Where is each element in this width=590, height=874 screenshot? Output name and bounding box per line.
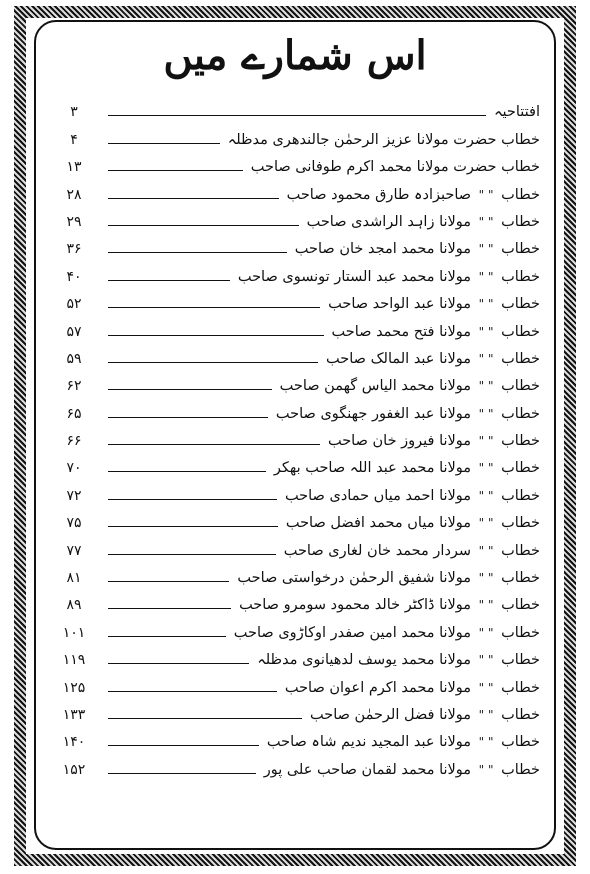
toc-entry (52, 616, 540, 643)
toc-entry-type: خطاب (501, 323, 540, 340)
leader-line (108, 608, 231, 609)
toc-page-number: ۷۰ (66, 460, 82, 477)
toc-entry-label (284, 543, 540, 562)
toc-page-number: ۱۱۹ (62, 652, 86, 669)
toc-page-number: ۵۲ (66, 296, 82, 313)
toc-entry-name: مولانا عبد الواحد صاحب (328, 296, 472, 313)
ditto-mark: " " (478, 434, 494, 449)
leader-line (108, 554, 276, 555)
toc-entry-label (274, 460, 540, 479)
toc-entry (52, 589, 540, 616)
leader-line (108, 115, 486, 116)
toc-page-number: ۴۰ (66, 268, 82, 285)
toc-page-number: ۸۱ (66, 570, 82, 587)
ditto-mark: " " (478, 324, 494, 339)
toc-page-number: ۱۵۲ (62, 761, 86, 778)
leader-line (108, 773, 256, 774)
toc-entry-label (286, 515, 540, 534)
leader-line (108, 691, 277, 692)
table-of-contents (52, 96, 540, 781)
toc-entry (52, 206, 540, 233)
toc-entry (52, 260, 540, 287)
toc-entry (52, 178, 540, 205)
toc-entry-name: مولانا عبد المجید ندیم شاہ صاحب (266, 734, 472, 751)
toc-entry (52, 452, 540, 479)
leader-line (108, 636, 226, 637)
toc-page-number: ۱۳ (66, 159, 82, 176)
toc-entry-type: خطاب (501, 131, 540, 148)
leader-line (108, 499, 277, 500)
toc-entry-type: خطاب (501, 597, 540, 614)
toc-entry-name: مولانا محمد امجد خان صاحب (294, 241, 472, 258)
leader-line (108, 444, 320, 445)
toc-entry (52, 644, 540, 671)
toc-entry (52, 562, 540, 589)
leader-line (108, 198, 279, 199)
toc-entry-label (326, 351, 540, 370)
toc-entry-type: خطاب (501, 433, 540, 450)
toc-entry-label (332, 324, 540, 343)
toc-page-number: ۷۲ (66, 487, 82, 504)
toc-page-number: ۱۰۱ (62, 624, 86, 641)
toc-entry-type: خطاب (501, 487, 540, 504)
toc-entry-name: مولانا میاں محمد افضل صاحب (285, 515, 472, 532)
toc-entry-name: سردار محمد خان لغاری صاحب (283, 542, 472, 559)
toc-entry-type: افتتاحیہ (494, 104, 540, 121)
ditto-mark: " " (478, 735, 494, 750)
toc-entry-name: مولانا احمد میاں حمادی صاحب (284, 487, 472, 504)
toc-entry-name: مولانا محمد عبد اللہ صاحب بھکر (273, 460, 472, 477)
toc-entry-type: خطاب (501, 213, 540, 230)
ditto-mark: " " (478, 242, 494, 257)
toc-page-number: ۶۵ (66, 405, 82, 422)
ditto-mark: " " (478, 297, 494, 312)
toc-entry-name: مولانا عبد المالک صاحب (326, 350, 472, 367)
toc-entry-label (295, 241, 540, 260)
toc-entry (52, 288, 540, 315)
toc-entry-label (238, 269, 540, 288)
leader-line (108, 581, 229, 582)
toc-entry-type: خطاب (501, 186, 540, 203)
toc-entry-label (228, 132, 540, 151)
ditto-mark: " " (478, 543, 494, 558)
leader-line (108, 471, 266, 472)
ditto-mark: " " (478, 269, 494, 284)
ditto-mark: " " (478, 379, 494, 394)
toc-page-number: ۶۶ (66, 433, 82, 450)
toc-entry-name: صاحبزادہ طارق محمود صاحب (286, 186, 472, 203)
toc-entry-type: خطاب (501, 460, 540, 477)
toc-entry-label (287, 187, 540, 206)
toc-page-number: ۶۲ (66, 378, 82, 395)
toc-entry-label (285, 488, 540, 507)
toc-entry (52, 726, 540, 753)
toc-page-number: ۷۵ (66, 515, 82, 532)
toc-entry-name: مولانا محمد یوسف لدھیانوی مدظلہ (257, 652, 472, 669)
toc-page-number: ۸۹ (66, 597, 82, 614)
toc-entry-label (264, 762, 540, 781)
toc-entry-name: مولانا فیروز خان صاحب (327, 433, 472, 450)
toc-entry (52, 397, 540, 424)
toc-entry-name: مولانا ڈاکٹر خالد محمود سومرو صاحب (239, 597, 472, 614)
toc-entry-type: خطاب (501, 761, 540, 778)
toc-entry-type: خطاب (501, 268, 540, 285)
toc-entry-type: خطاب (501, 159, 540, 176)
toc-entry-label (267, 734, 540, 753)
toc-entry-type: خطاب (501, 734, 540, 751)
ditto-mark: " " (478, 516, 494, 531)
ditto-mark: " " (478, 461, 494, 476)
ditto-mark: " " (478, 214, 494, 229)
toc-page-number: ۷۷ (66, 542, 82, 559)
leader-line (108, 225, 299, 226)
toc-entry (52, 479, 540, 506)
toc-entry (52, 699, 540, 726)
toc-entry (52, 507, 540, 534)
leader-line (108, 718, 302, 719)
toc-entry-type: خطاب (501, 542, 540, 559)
toc-page-number: ۲۸ (66, 186, 82, 203)
toc-entry-name: مولانا محمد عبد الستار تونسوی صاحب (237, 268, 472, 285)
toc-entry-name: مولانا فضل الرحمٰن صاحب (310, 706, 472, 723)
toc-entry (52, 370, 540, 397)
leader-line (108, 389, 272, 390)
leader-line (108, 307, 320, 308)
toc-page-number: ۳ (70, 104, 78, 121)
toc-entry (52, 753, 540, 780)
leader-line (108, 170, 243, 171)
toc-entry-type: خطاب (501, 706, 540, 723)
ditto-mark: " " (478, 488, 494, 503)
toc-entry-label (310, 707, 540, 726)
toc-entry-label (307, 214, 540, 233)
toc-entry (52, 671, 540, 698)
leader-line (108, 663, 249, 664)
toc-entry (52, 425, 540, 452)
toc-entry-type: خطاب (501, 296, 540, 313)
toc-entry-label (234, 625, 540, 644)
toc-entry-type: خطاب (501, 405, 540, 422)
toc-entry-type: خطاب (501, 624, 540, 641)
leader-line (108, 417, 268, 418)
toc-entry-type: خطاب (501, 241, 540, 258)
ditto-mark: " " (478, 187, 494, 202)
toc-entry (52, 534, 540, 561)
toc-entry-type: خطاب (501, 679, 540, 696)
ditto-mark: " " (478, 351, 494, 366)
ditto-mark: " " (478, 707, 494, 722)
toc-entry-type: خطاب (501, 378, 540, 395)
toc-page-number: ۱۴۰ (62, 734, 86, 751)
toc-entry-name: مولانا فتح محمد صاحب (331, 323, 472, 340)
toc-page-number: ۵۷ (66, 323, 82, 340)
leader-line (108, 335, 324, 336)
ditto-mark: " " (478, 571, 494, 586)
toc-entry (52, 233, 540, 260)
toc-entry-type: خطاب (501, 652, 540, 669)
toc-page-number: ۵۹ (66, 350, 82, 367)
toc-entry-name: مولانا محمد الیاس گھمن صاحب (279, 378, 472, 395)
toc-entry-label (328, 433, 540, 452)
toc-entry (52, 151, 540, 178)
toc-entry (52, 315, 540, 342)
toc-entry-name: مولانا عبد الغفور جھنگوی صاحب (275, 405, 472, 422)
toc-entry-label (237, 570, 540, 589)
leader-line (108, 745, 259, 746)
ditto-mark: " " (478, 598, 494, 613)
toc-entry-name: مولانا شفیق الرحمٰن درخواستی صاحب (237, 570, 472, 587)
leader-line (108, 526, 278, 527)
toc-entry-name: مولانا محمد امین صفدر اوکاڑوی صاحب (233, 624, 472, 641)
toc-entry-name: حضرت مولانا عزیز الرحمٰن جالندھری مدظلہ (227, 131, 497, 148)
ditto-mark: " " (478, 625, 494, 640)
toc-page-number: ۲۹ (66, 213, 82, 230)
leader-line (108, 252, 287, 253)
ditto-mark: " " (478, 680, 494, 695)
toc-entry-label (285, 680, 540, 699)
page-title: اس شمارے میں (163, 32, 427, 79)
toc-entry-name: مولانا زاہد الراشدی صاحب (306, 213, 472, 230)
ditto-mark: " " (478, 406, 494, 421)
leader-line (108, 280, 230, 281)
toc-entry-label (328, 296, 540, 315)
ditto-mark: " " (478, 762, 494, 777)
ditto-mark: " " (478, 653, 494, 668)
toc-page-number: ۴ (70, 131, 78, 148)
toc-entry (52, 96, 540, 123)
toc-entry-type: خطاب (501, 515, 540, 532)
toc-page-number: ۳۶ (66, 241, 82, 258)
leader-line (108, 143, 220, 144)
toc-entry-name: حضرت مولانا محمد اکرم طوفانی صاحب (250, 159, 497, 176)
toc-entry-label (494, 104, 540, 123)
toc-entry-label (280, 378, 540, 397)
toc-entry-type: خطاب (501, 350, 540, 367)
toc-entry-label (257, 652, 540, 671)
toc-entry-label (276, 406, 540, 425)
toc-entry (52, 343, 540, 370)
toc-page-number: ۱۳۳ (62, 706, 86, 723)
toc-page-number: ۱۲۵ (62, 679, 86, 696)
toc-entry-name: مولانا محمد اکرم اعوان صاحب (284, 679, 472, 696)
toc-entry-name: مولانا محمد لقمان صاحب علی پور (263, 761, 472, 778)
toc-entry-label (251, 159, 540, 178)
toc-entry-label (239, 597, 540, 616)
toc-entry (52, 123, 540, 150)
leader-line (108, 362, 318, 363)
toc-entry-type: خطاب (501, 570, 540, 587)
